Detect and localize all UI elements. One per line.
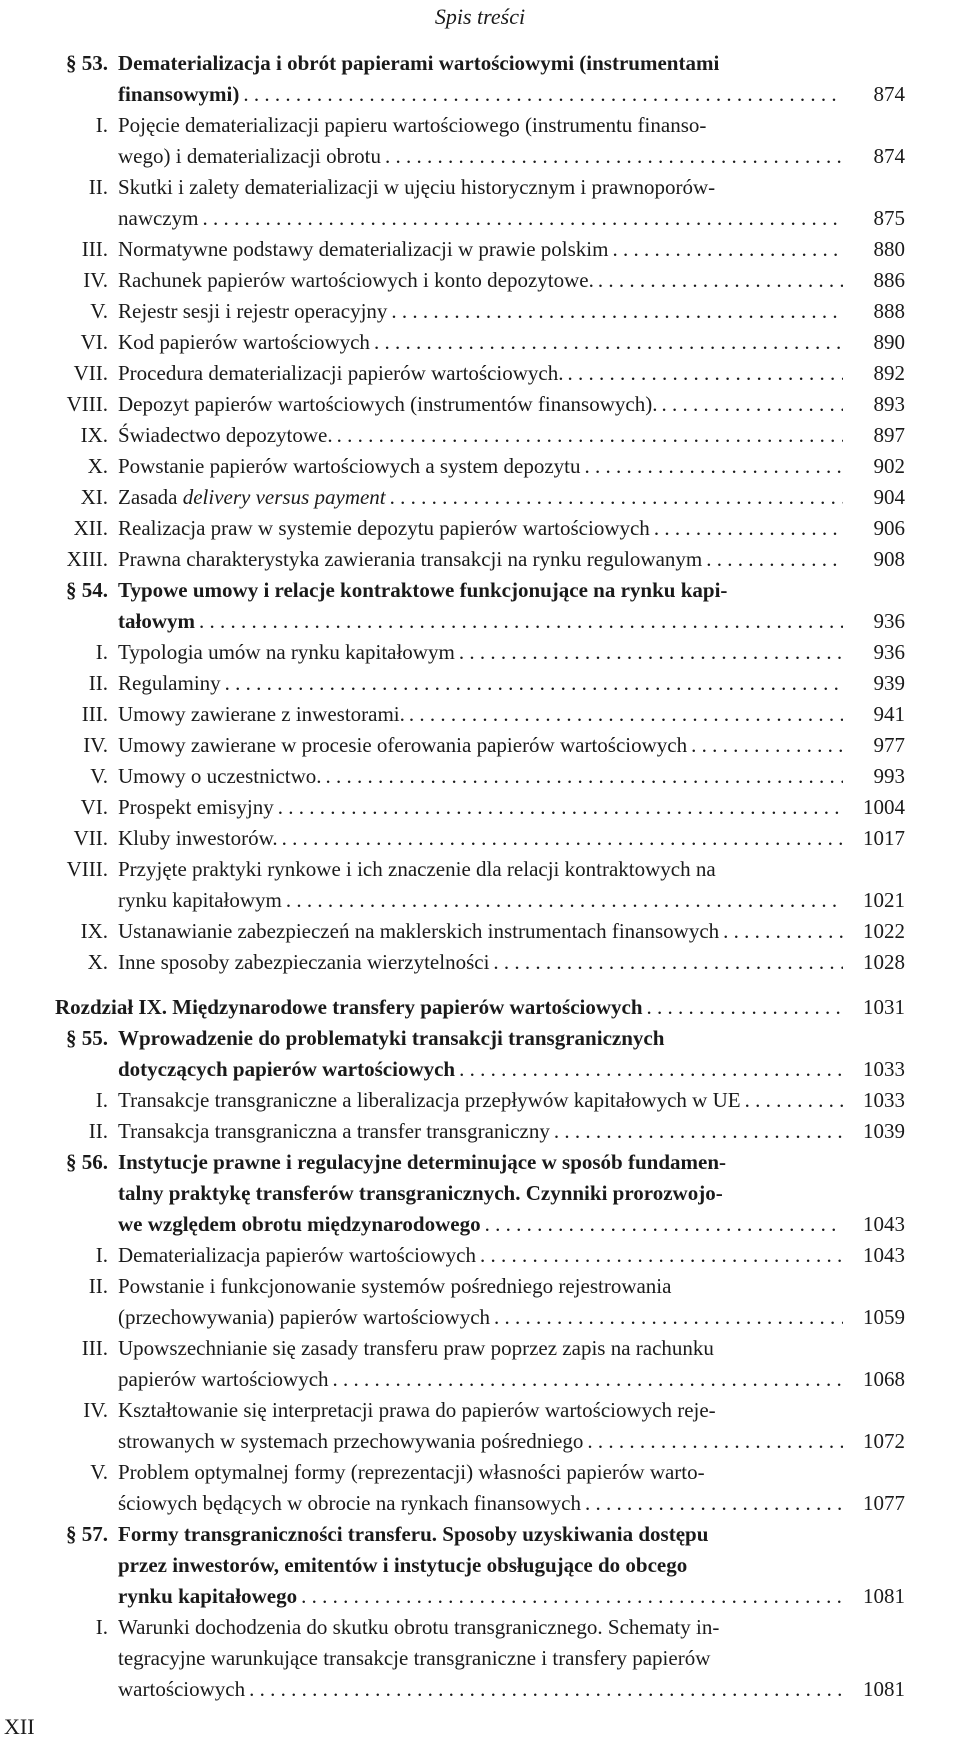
toc-entry-number: III. [81, 237, 108, 261]
toc-subsection-entry [0, 544, 960, 575]
toc-subsection-entry [0, 947, 960, 978]
toc-entry-title: Transakcja transgraniczna a transfer transgraniczny [118, 1119, 550, 1143]
toc-page-number: 874 [873, 82, 905, 106]
toc-entry-number: III. [81, 1336, 108, 1360]
toc-entry-title: Rejestr sesji i rejestr operacyjny [118, 299, 388, 323]
toc-subsection-entry [0, 110, 960, 172]
toc-subsection-entry [0, 358, 960, 389]
toc-page-number: 902 [873, 454, 905, 478]
toc-page-number: 1059 [863, 1305, 905, 1329]
toc-page-number: 906 [873, 516, 905, 540]
toc-entry-number: I. [95, 113, 108, 137]
toc-subsection-entry [0, 1085, 960, 1116]
toc-entry-title-line: Instytucje prawne i regulacyjne determinujące w sposób fundamen- [118, 1150, 727, 1174]
table-of-contents [0, 48, 960, 1705]
dot-leader [278, 792, 843, 823]
dot-leader [333, 1364, 843, 1395]
toc-entry-number: X. [87, 454, 108, 478]
toc-entry-number: XI. [80, 485, 108, 509]
dot-leader [567, 358, 843, 389]
toc-page-number: 1033 [863, 1088, 905, 1112]
toc-page-number: 874 [873, 144, 905, 168]
toc-subsection-entry [0, 513, 960, 544]
toc-entry-number: I. [95, 1243, 108, 1267]
toc-section-entry [0, 575, 960, 637]
dot-leader [554, 1116, 843, 1147]
toc-entry-number: VIII. [66, 857, 108, 881]
dot-leader [745, 1085, 843, 1116]
dot-leader [301, 1581, 843, 1612]
toc-entry-title: Zasada delivery versus payment [118, 485, 386, 509]
toc-entry-title: Dematerializacja papierów wartościowych [118, 1243, 476, 1267]
toc-subsection-entry [0, 451, 960, 482]
toc-page-number: 1068 [863, 1367, 905, 1391]
dot-leader [326, 761, 843, 792]
toc-entry-title: rynku kapitałowego [118, 1584, 298, 1608]
toc-entry-title: Świadectwo depozytowe. [118, 423, 333, 447]
toc-entry-title: ściowych będących w obrocie na rynkach finansowych [118, 1491, 581, 1515]
toc-entry-number: I. [95, 1088, 108, 1112]
toc-entry-number: § 56. [66, 1150, 108, 1174]
toc-page-number: 1043 [863, 1212, 905, 1236]
toc-page-number: 908 [873, 547, 905, 571]
toc-chapter-entry [0, 992, 960, 1023]
toc-entry-title: finansowymi) [118, 82, 240, 106]
toc-entry-title-line: Przyjęte praktyki rynkowe i ich znaczenie dla relacji kontraktowych na [118, 857, 716, 881]
toc-entry-title-line: przez inwestorów, emitentów i instytucje obsługujące do obcego [118, 1553, 688, 1577]
dot-leader [282, 823, 843, 854]
toc-subsection-entry [0, 730, 960, 761]
page-number: XII [4, 1714, 35, 1739]
toc-page-number: 880 [873, 237, 905, 261]
toc-page-number: 1004 [863, 795, 905, 819]
toc-subsection-entry [0, 854, 960, 916]
toc-page-number: 941 [873, 702, 905, 726]
toc-entry-title: Umowy zawierane z inwestorami. [118, 702, 405, 726]
toc-entry-number: V. [90, 1460, 108, 1484]
toc-section-entry [0, 1519, 960, 1612]
toc-subsection-entry [0, 668, 960, 699]
dot-leader [706, 544, 843, 575]
toc-page-number: 904 [873, 485, 905, 509]
toc-page-number: 1017 [863, 826, 905, 850]
toc-entry-title: (przechowywania) papierów wartościowych [118, 1305, 491, 1329]
dot-leader [459, 1054, 843, 1085]
running-header: Spis treści [434, 4, 526, 29]
dot-leader [587, 1426, 843, 1457]
toc-entry-title-line: Typowe umowy i relacje kontraktowe funkcjonujące na rynku kapi- [118, 578, 728, 602]
toc-entry-number: II. [88, 1274, 108, 1298]
toc-page-number: 1031 [863, 995, 905, 1019]
toc-page-number: 1072 [863, 1429, 905, 1453]
toc-page-number: 936 [873, 640, 905, 664]
dot-leader [286, 885, 843, 916]
toc-subsection-entry [0, 1395, 960, 1457]
toc-entry-title: Procedura dematerializacji papierów wartościowych. [118, 361, 564, 385]
toc-page-number: 897 [873, 423, 905, 447]
toc-subsection-entry [0, 327, 960, 358]
toc-subsection-entry [0, 1240, 960, 1271]
toc-entry-number: IX. [80, 919, 108, 943]
dot-leader [337, 420, 843, 451]
toc-subsection-entry [0, 1116, 960, 1147]
toc-page-number: 1043 [863, 1243, 905, 1267]
toc-page-number: 1028 [863, 950, 905, 974]
toc-page-number: 939 [873, 671, 905, 695]
dot-leader [225, 668, 843, 699]
toc-subsection-entry [0, 823, 960, 854]
dot-leader [584, 451, 843, 482]
dot-leader [409, 699, 843, 730]
dot-leader [494, 1302, 843, 1333]
toc-entry-title-line: Powstanie i funkcjonowanie systemów pośredniego rejestrowania [118, 1274, 672, 1298]
toc-entry-number: § 54. [66, 578, 108, 602]
toc-entry-title-line: Dematerializacja i obrót papierami wartościowymi (instrumentami [118, 51, 720, 75]
toc-entry-number: II. [88, 175, 108, 199]
toc-subsection-entry [0, 234, 960, 265]
toc-entry-title-line: Kształtowanie się interpretacji prawa do papierów wartościowych reje- [118, 1398, 716, 1422]
toc-page-number: 1077 [863, 1491, 905, 1515]
dot-leader [612, 234, 843, 265]
toc-subsection-entry [0, 761, 960, 792]
dot-leader [661, 389, 843, 420]
toc-subsection-entry [0, 1271, 960, 1333]
toc-entry-number: I. [95, 640, 108, 664]
dot-leader [493, 947, 843, 978]
dot-leader [249, 1674, 843, 1705]
toc-entry-title: we względem obrotu międzynarodowego [118, 1212, 481, 1236]
toc-subsection-entry [0, 296, 960, 327]
toc-entry-title: rynku kapitałowym [118, 888, 282, 912]
toc-subsection-entry [0, 389, 960, 420]
toc-entry-title: Umowy o uczestnictwo. [118, 764, 322, 788]
dot-leader [647, 992, 843, 1023]
toc-entry-title-line: talny praktykę transferów transgranicznych. Czynniki prorozwojo- [118, 1181, 723, 1205]
toc-entry-title: Normatywne podstawy dematerializacji w prawie polskim [118, 237, 609, 261]
toc-entry-title: Regulaminy [118, 671, 221, 695]
toc-entry-number: X. [87, 950, 108, 974]
toc-entry-number: I. [95, 1615, 108, 1639]
toc-entry-title: Prawna charakterystyka zawierania transakcji na rynku regulowanym [118, 547, 703, 571]
toc-entry-title-line: Warunki dochodzenia do skutku obrotu transgranicznego. Schematy in- [118, 1615, 720, 1639]
dot-leader [243, 79, 843, 110]
toc-page-number: 1033 [863, 1057, 905, 1081]
toc-subsection-entry [0, 699, 960, 730]
toc-entry-title-line: Upowszechnianie się zasady transferu praw poprzez zapis na rachunku [118, 1336, 714, 1360]
toc-entry-number: XII. [73, 516, 108, 540]
dot-leader [390, 482, 843, 513]
toc-entry-number: VIII. [66, 392, 108, 416]
dot-leader [691, 730, 843, 761]
toc-entry-number: III. [81, 702, 108, 726]
toc-entry-number: VI. [80, 330, 108, 354]
toc-entry-title: papierów wartościowych [118, 1367, 329, 1391]
toc-entry-title: Inne sposoby zabezpieczania wierzytelności [118, 950, 490, 974]
toc-subsection-entry [0, 172, 960, 234]
toc-entry-title-line: Skutki i zalety dematerializacji w ujęciu historycznym i prawnoporów- [118, 175, 716, 199]
toc-page-number: 1022 [863, 919, 905, 943]
dot-leader [391, 296, 843, 327]
toc-entry-title: Prospekt emisyjny [118, 795, 274, 819]
toc-page-number: 893 [873, 392, 905, 416]
toc-subsection-entry [0, 1457, 960, 1519]
toc-subsection-entry [0, 482, 960, 513]
dot-leader [480, 1240, 843, 1271]
toc-entry-title: nawczym [118, 206, 199, 230]
toc-entry-title-line: tegracyjne warunkujące transakcje transgraniczne i transfery papierów [118, 1646, 711, 1670]
toc-subsection-entry [0, 1333, 960, 1395]
toc-entry-title: Transakcje transgraniczne a liberalizacja przepływów kapitałowych w UE [118, 1088, 741, 1112]
toc-page-number: 977 [873, 733, 905, 757]
toc-entry-number: VI. [80, 795, 108, 819]
toc-entry-number: V. [90, 299, 108, 323]
toc-entry-title: Umowy zawierane w procesie oferowania papierów wartościowych [118, 733, 688, 757]
toc-page-number: 892 [873, 361, 905, 385]
toc-page-number: 886 [873, 268, 905, 292]
toc-subsection-entry [0, 265, 960, 296]
toc-entry-number: § 55. [66, 1026, 108, 1050]
toc-entry-number: II. [88, 671, 108, 695]
toc-page-number: 1081 [863, 1584, 905, 1608]
toc-entry-title: tałowym [118, 609, 195, 633]
toc-entry-title-line: Problem optymalnej formy (reprezentacji) własności papierów warto- [118, 1460, 705, 1484]
dot-leader [385, 141, 843, 172]
toc-subsection-entry [0, 1612, 960, 1705]
toc-entry-number: II. [88, 1119, 108, 1143]
dot-leader [598, 265, 843, 296]
dot-leader [374, 327, 843, 358]
toc-entry-number: XIII. [66, 547, 108, 571]
dot-leader [485, 1209, 843, 1240]
toc-entry-title: wartościowych [118, 1677, 246, 1701]
toc-entry-number: VII. [73, 826, 108, 850]
dot-leader [654, 513, 843, 544]
toc-entry-title: wego) i dematerializacji obrotu [118, 144, 381, 168]
toc-entry-title: Typologia umów na rynku kapitałowym [118, 640, 455, 664]
toc-entry-title: Rachunek papierów wartościowych i konto depozytowe. [118, 268, 594, 292]
toc-page-number: 1039 [863, 1119, 905, 1143]
toc-page-number: 888 [873, 299, 905, 323]
toc-entry-title-line: Wprowadzenie do problematyki transakcji transgranicznych [118, 1026, 665, 1050]
toc-entry-number: IV. [83, 733, 108, 757]
toc-entry-number: § 53. [66, 51, 108, 75]
dot-leader [202, 203, 843, 234]
toc-page-number: 875 [873, 206, 905, 230]
dot-leader [723, 916, 843, 947]
toc-page-number: 890 [873, 330, 905, 354]
toc-entry-title: Realizacja praw w systemie depozytu papierów wartościowych [118, 516, 650, 540]
toc-subsection-entry [0, 792, 960, 823]
toc-entry-number: V. [90, 764, 108, 788]
toc-entry-title-line: Formy transgraniczności transferu. Sposoby uzyskiwania dostępu [118, 1522, 709, 1546]
toc-subsection-entry [0, 420, 960, 451]
toc-entry-number: IV. [83, 268, 108, 292]
toc-entry-title: Ustanawianie zabezpieczeń na maklerskich instrumentach finansowych [118, 919, 720, 943]
toc-subsection-entry [0, 637, 960, 668]
toc-page-number: 1081 [863, 1677, 905, 1701]
toc-entry-title: dotyczących papierów wartościowych [118, 1057, 456, 1081]
dot-leader [585, 1488, 843, 1519]
toc-entry-title-line: Pojęcie dematerializacji papieru wartościowego (instrumentu finanso- [118, 113, 707, 137]
toc-entry-number: IV. [83, 1398, 108, 1422]
toc-entry-number: VII. [73, 361, 108, 385]
toc-page-number: 936 [873, 609, 905, 633]
toc-section-entry [0, 48, 960, 110]
dot-leader [459, 637, 843, 668]
toc-entry-title: Depozyt papierów wartościowych (instrumentów finansowych). [118, 392, 658, 416]
toc-entry-title: Powstanie papierów wartościowych a system depozytu [118, 454, 581, 478]
toc-section-entry [0, 1023, 960, 1085]
dot-leader [199, 606, 843, 637]
toc-entry-title: strowanych w systemach przechowywania pośredniego [118, 1429, 584, 1453]
toc-entry-title: Rozdział IX. Międzynarodowe transfery papierów wartościowych [55, 995, 643, 1019]
toc-entry-title: Kod papierów wartościowych [118, 330, 370, 354]
toc-section-entry [0, 1147, 960, 1240]
toc-entry-number: § 57. [66, 1522, 108, 1546]
toc-page-number: 1021 [863, 888, 905, 912]
toc-page-number: 993 [873, 764, 905, 788]
toc-entry-number: IX. [80, 423, 108, 447]
toc-entry-title: Kluby inwestorów. [118, 826, 278, 850]
toc-subsection-entry [0, 916, 960, 947]
